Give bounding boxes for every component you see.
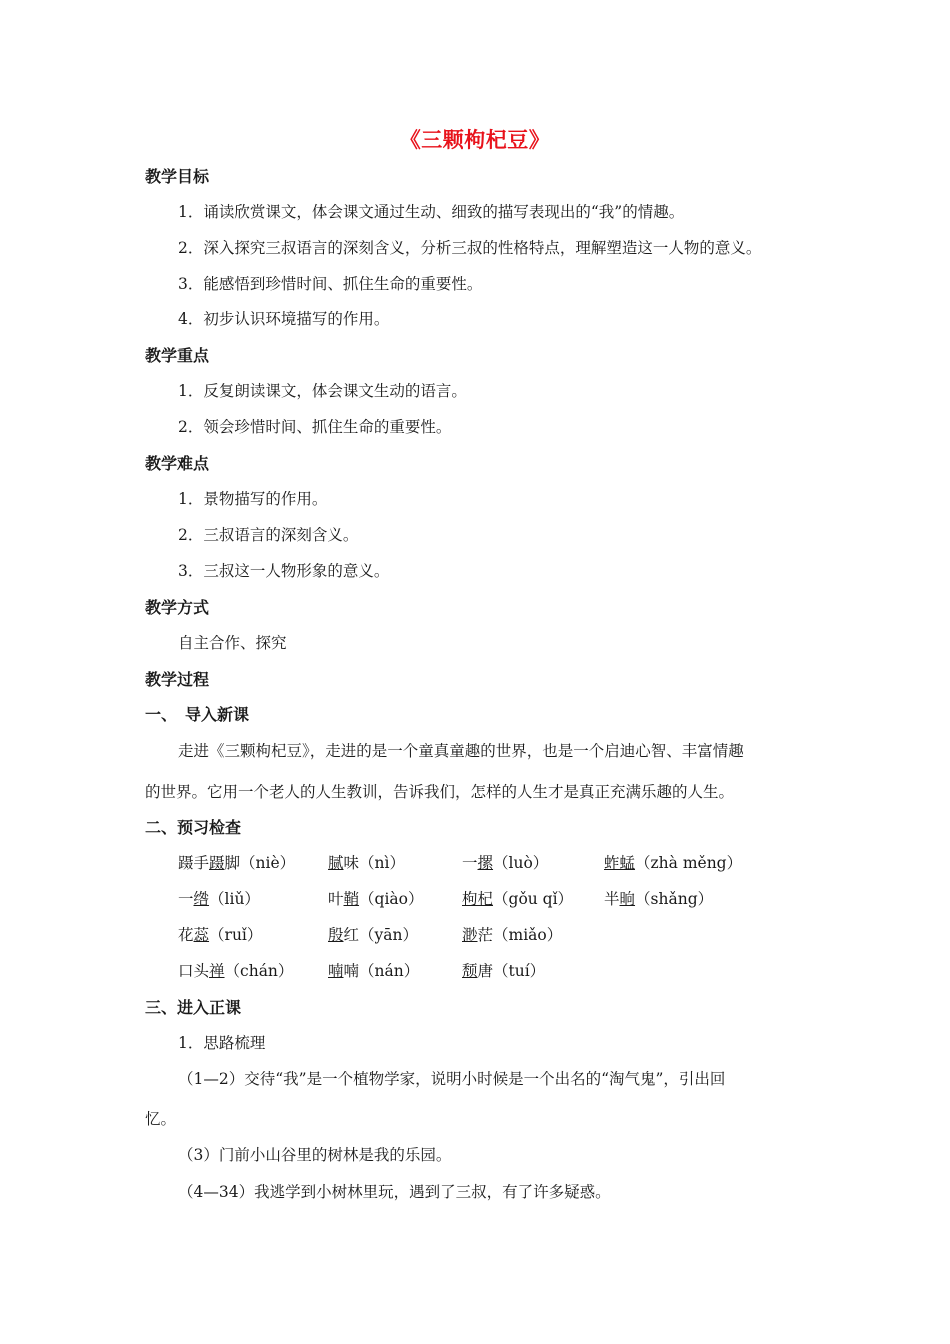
vocab-item: 蹑手蹑脚（niè） <box>178 854 296 872</box>
vocab-item: 半晌（shǎng） <box>604 890 714 908</box>
difficult-point-item: 3．三叔这一人物形象的意义。 <box>178 562 390 580</box>
step3-heading: 三、进入正课 <box>145 998 242 1017</box>
goal-item: 3．能感悟到珍惜时间、抓住生命的重要性。 <box>178 275 483 293</box>
difficult-point-item: 2．三叔语言的深刻含义。 <box>178 526 359 544</box>
vocab-item: 叶鞘（qiào） <box>328 890 424 908</box>
goal-item: 2．深入探究三叔语言的深刻含义，分析三叔的性格特点，理解塑造这一人物的意义。 <box>178 239 762 257</box>
vocab-item: 蚱蜢（zhà měng） <box>604 854 743 872</box>
vocab-item: 一摞（luò） <box>462 854 549 872</box>
step1-heading: 一、 导入新课 <box>145 705 250 724</box>
vocab-item: 一绺（liǔ） <box>178 890 260 908</box>
step3-subheading: 1．思路梳理 <box>178 1034 266 1052</box>
outline-line: （4—34）我逃学到小树林里玩，遇到了三叔，有了许多疑惑。 <box>178 1183 611 1201</box>
vocab-item: 殷红（yān） <box>328 926 418 944</box>
difficult-point-item: 1．景物描写的作用。 <box>178 490 328 508</box>
key-point-item: 1．反复朗读课文，体会课文生动的语言。 <box>178 382 467 400</box>
outline-line: 忆。 <box>145 1110 177 1128</box>
goal-item: 1．诵读欣赏课文，体会课文通过生动、细致的描写表现出的“我”的情趣。 <box>178 203 685 221</box>
vocab-item: 枸杞（gǒu qǐ） <box>462 890 574 908</box>
key-point-item: 2．领会珍惜时间、抓住生命的重要性。 <box>178 418 452 436</box>
method-heading: 教学方式 <box>145 598 210 617</box>
key-points-heading: 教学重点 <box>145 346 210 365</box>
vocab-item: 喃喃（nán） <box>328 962 420 980</box>
process-heading: 教学过程 <box>145 670 210 689</box>
difficult-points-heading: 教学难点 <box>145 454 210 473</box>
goal-item: 4．初步认识环境描写的作用。 <box>178 310 390 328</box>
vocab-item: 花蕊（ruǐ） <box>178 926 263 944</box>
goals-heading: 教学目标 <box>145 167 210 186</box>
intro-paragraph-line: 的世界。它用一个老人的人生教训，告诉我们，怎样的人生才是真正充满乐趣的人生。 <box>145 783 735 801</box>
vocab-item: 渺茫（miǎo） <box>462 926 563 944</box>
vocab-item: 颓唐（tuí） <box>462 962 546 980</box>
intro-paragraph-line: 走进《三颗枸杞豆》，走进的是一个童真童趣的世界，也是一个启迪心智、丰富情趣 <box>178 742 744 760</box>
outline-line: （1—2）交待“我”是一个植物学家，说明小时候是一个出名的“淘气鬼”，引出回 <box>178 1070 726 1088</box>
vocab-item: 口头禅（chán） <box>178 962 294 980</box>
document-title: 《三颗枸杞豆》 <box>399 128 551 152</box>
step2-heading: 二、预习检查 <box>145 818 242 837</box>
method-text: 自主合作、探究 <box>178 634 287 652</box>
vocab-item: 腻味（nì） <box>328 854 405 872</box>
outline-line: （3）门前小山谷里的树林是我的乐园。 <box>178 1146 452 1164</box>
